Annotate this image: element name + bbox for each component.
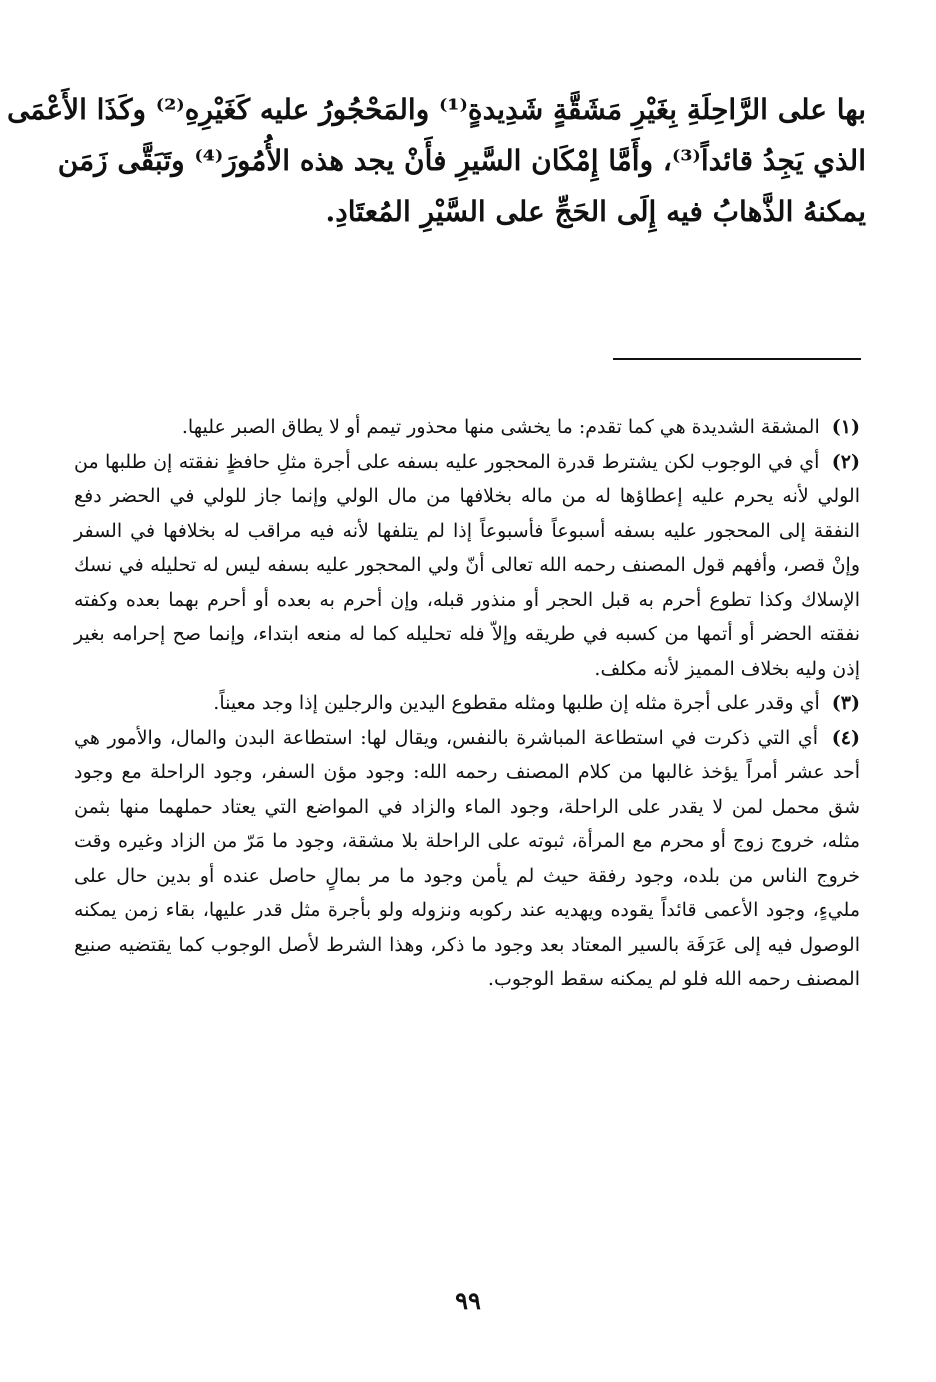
main-text-line-1: بها على الرَّاحِلَةِ بِغَيْرِ مَشَقَّةٍ شَدِيدةٍ⁽¹⁾ والمَحْجُورُ عليه كَغَيْرِهِ⁽²⁾ وكَذَا الأَعْمَى	[6, 93, 866, 126]
footnote-number: (٢)	[831, 450, 860, 473]
footnote-2	[74, 445, 860, 687]
footnote-text: المشقة الشديدة هي كما تقدم: ما يخشى منها محذور تيمم أو لا يطاق الصبر عليها.	[181, 416, 820, 438]
footnote-text: أي التي ذكرت في استطاعة المباشرة بالنفس، ويقال لها: استطاعة البدن والمال، والأمور هي أحد عشر أمراً يؤخذ غالبها من كلام المصنف رحمه الله: وجود مؤن السفر، وجود الراحلة مع وجود شق محمل لمن لا يقدر على الراحلة، وجود الماء والزاد في المواضع التي يعتاد حملهما منها بثمن مثله، خروج زوج أو محرم مع المرأة، ثبوته على الراحلة بلا مشقة، وجود ما مَرّ من الزاد وغيره وقت خروج الناس من بلده، وجود رفقة حيث لم يأمن وجود ما مر بمالٍ حاصل عنده أو بدين حال على مليءٍ، وجود الأعمى قائداً يقوده ويهديه عند ركوبه ونزوله ولو بأجرة مثل قدر عليها، بقاء زمن يمكنه الوصول فيه إلى عَرَفَة بالسير المعتاد بعد وجود ما ذكر، وهذا الشرط لأصل الوجوب كما يقتضيه صنيع المصنف رحمه الله فلو لم يمكنه سقط الوجوب.	[74, 726, 860, 990]
main-text-line-2: الذي يَجِدُ قائداً⁽³⁾، وأَمَّا إِمْكَان السَّيرِ فأَنْ يجد هذه الأُمُورَ⁽⁴⁾ وتَبَقَّى زَمَن	[57, 144, 866, 177]
footnotes-section	[74, 410, 860, 997]
footnote-number: (١)	[831, 416, 860, 438]
footnote-separator-rule	[613, 358, 861, 360]
main-text-block	[6, 84, 866, 237]
footnote-3	[74, 686, 860, 721]
footnote-text: أي وقدر على أجرة مثله إن طلبها ومثله مقطوع اليدين والرجلين إذا وجد معيناً.	[213, 692, 820, 714]
page-number: ٩٩	[455, 1286, 481, 1315]
footnote-4	[74, 721, 860, 997]
footnote-1	[74, 410, 860, 445]
footnote-text: أي في الوجوب لكن يشترط قدرة المحجور عليه بسفه على أجرة مثلِ حافظٍ نفقته إن طلبها من الولي لأنه يحرم عليه إعطاؤها له من ماله بخلافها من مال الولي وإنما جاز للولي في الحضر دفع النفقة إلى المحجور عليه بسفه أسبوعاً فأسبوعاً إذا لم يتلفها لأنه فيه مراقب له بخلافها في السفر وإنْ قصر، وأفهم قول المصنف رحمه الله تعالى أنّ ولي المحجور عليه بسفه ليس له تحليله في نسك الإسلاك وكذا تطوع أحرم به قبل الحجر أو منذور قبله، وإن أحرم به بعده أو أحرم بهما بعده وكفته نفقته الحضر أو أتمها من كسبه في طريقه وإلاّ فله تحليله كما له منعه ابتداء، وإنما صح إحرامه بغير إذن وليه بخلاف المميز لأنه مكلف.	[74, 450, 860, 680]
footnote-number: (٣)	[831, 692, 860, 714]
main-text-line-3: يمكنهُ الذَّهابُ فيه إِلَى الحَجِّ على السَّيْرِ المُعتَادِ.	[325, 195, 866, 228]
footnote-number: (٤)	[831, 726, 860, 749]
